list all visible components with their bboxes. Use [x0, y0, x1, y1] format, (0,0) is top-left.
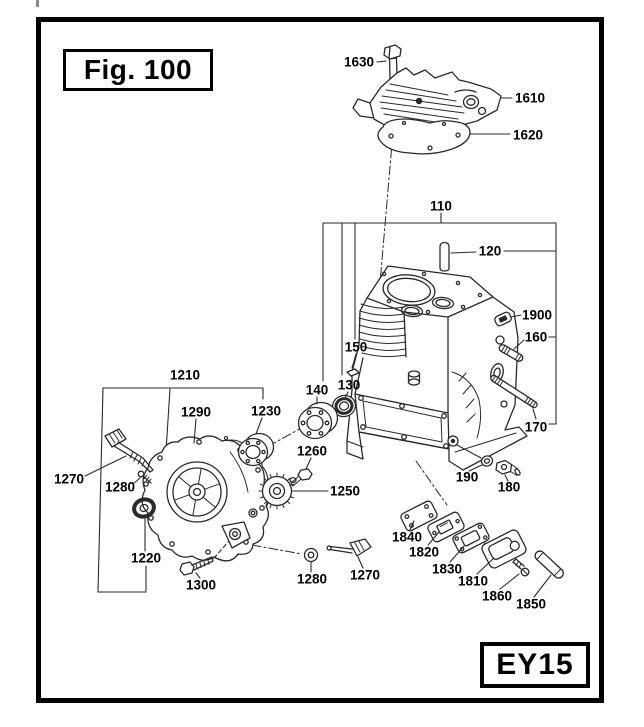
part-callout-140: 140 — [305, 382, 329, 398]
part-callout-1860: 1860 — [481, 588, 513, 604]
part-callout-1220: 1220 — [130, 550, 162, 566]
part-callout-1620: 1620 — [512, 127, 544, 143]
part-callout-1230: 1230 — [250, 403, 282, 419]
part-callout-1290: 1290 — [180, 404, 212, 420]
part-callout-120: 120 — [478, 243, 502, 259]
figure-label: Fig. 100 — [83, 54, 193, 85]
governor-washer — [305, 549, 318, 562]
part-callout-180: 180 — [497, 479, 521, 495]
part-callout-1280-b: 1280 — [296, 571, 328, 587]
part-callout-1820: 1820 — [408, 544, 440, 560]
part-callout-150: 150 — [344, 339, 368, 355]
stud-120 — [440, 243, 449, 272]
part-callout-130: 130 — [337, 377, 361, 393]
cover-bolt — [180, 557, 213, 575]
part-callout-1260: 1260 — [296, 443, 328, 459]
part-callout-1900: 1900 — [521, 307, 553, 323]
part-callout-1270-b: 1270 — [349, 567, 381, 583]
part-callout-1270-a: 1270 — [53, 471, 85, 487]
part-callout-1280-a: 1280 — [104, 479, 136, 495]
part-callout-160: 160 — [524, 329, 548, 345]
part-callout-1840: 1840 — [391, 529, 423, 545]
part-callout-1810: 1810 — [457, 573, 489, 589]
breather-screw — [513, 559, 529, 576]
part-callout-170: 170 — [524, 419, 548, 435]
crankcase-block — [344, 266, 527, 470]
governor-shaft — [105, 429, 153, 472]
part-callout-1630: 1630 — [343, 54, 375, 70]
bearing-1230 — [239, 434, 274, 466]
part-callout-1210: 1210 — [169, 367, 201, 383]
part-callout-1300: 1300 — [185, 577, 217, 593]
part-callout-1250: 1250 — [329, 483, 361, 499]
head-gasket — [378, 119, 470, 154]
bearing-140 — [299, 403, 338, 439]
part-callout-1830: 1830 — [431, 561, 463, 577]
breather-tube — [533, 549, 565, 580]
part-callout-1610: 1610 — [514, 90, 546, 106]
drain-plug — [496, 461, 521, 476]
model-label: EY15 — [496, 648, 574, 681]
governor-gear — [259, 473, 296, 509]
part-callout-110: 110 — [430, 198, 452, 214]
part-callout-1850: 1850 — [515, 596, 547, 612]
part-callout-190: 190 — [455, 469, 479, 485]
governor-arm — [327, 539, 371, 556]
